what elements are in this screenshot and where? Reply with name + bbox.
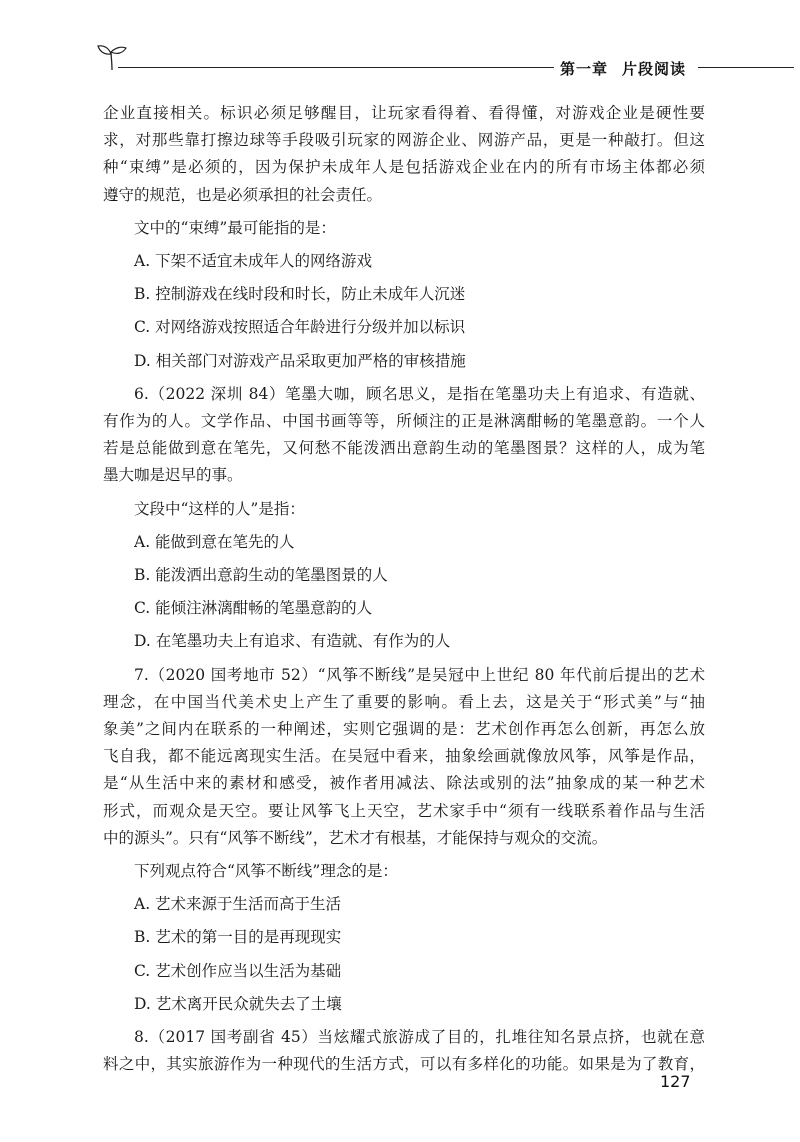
text-line: 7.（2020 国考地市 52）“风筝不断线”是吴冠中上世纪 80 年代前后提出的艺术 [134,665,705,684]
continued-passage [103,100,705,209]
text-line: 料之中，其实旅游作为一种现代的生活方式，可以有多样化的功能。如果是为了教育， [103,1055,705,1074]
text-line: 遵守的规范，也是必须承担的社会责任。 [103,185,383,204]
text-line: 种“束缚”是必须的，因为保护未成年人是包括游戏企业在内的所有市场主体都必须 [103,158,705,177]
text-line: 飞自我，都不能远离现实生活。在吴冠中看来，抽象绘画就像放风筝，风筝是作品， [103,747,705,766]
option-c: C. 艺术创作应当以生活为基础 [134,961,342,980]
section-label: 片段阅读 [622,60,687,78]
option-d: D. 艺术离开民众就失去了土壤 [134,994,342,1013]
page-body [103,100,705,1085]
text-line: 是“从生活中来的素材和感受，被作者用减法、除法或别的法”抽象成的某一种艺术 [103,774,705,793]
option-c: C. 对网络游戏按照适合年龄进行分级并加以标识 [134,318,466,337]
text-line: 求，对那些靠打擦边球等手段吸引玩家的网游企业、网游产品，更是一种敲打。但这 [103,131,705,150]
question-stem: 下列观点符合“风筝不断线”理念的是： [134,862,398,881]
text-line: 有作为的人。文学作品、中国书画等等，所倾注的正是淋漓酣畅的笔墨意韵。一个人 [103,412,705,431]
question-stem: 文段中“这样的人”是指： [134,499,305,518]
text-line: 企业直接相关。标识必须足够醒目，让玩家看得着、看得懂，对游戏企业是硬性要 [103,104,705,122]
text-line: 墨大咖是迟早的事。 [103,466,243,485]
text-line: 若是总能做到意在笔先，又何愁不能泼洒出意韵生动的笔墨图景？这样的人，成为笔 [103,439,705,458]
text-line: 6.（2022 深圳 84）笔墨大咖，顾名思义，是指在笔墨功夫上有追求、有造就、 [134,384,705,403]
option-a: A. 艺术来源于生活而高于生活 [134,895,342,914]
text-line: 中的源头”。只有“风筝不断线”，艺术才有根基，才能保持与观众的交流。 [103,828,608,847]
option-a: A. 下架不适宜未成年人的网络游戏 [134,252,373,271]
option-c: C. 能倾注淋漓酣畅的笔墨意韵的人 [134,599,373,618]
option-d: D. 在笔墨功夫上有追求、有造就、有作为的人 [134,632,451,651]
question-6-passage [103,381,705,490]
header-rule-left [118,67,554,68]
text-line: 8.（2017 国考副省 45）当炫耀式旅游成了目的，扎堆往知名景点挤，也就在意 [134,1028,705,1047]
question-8-passage [103,1024,705,1078]
text-line: 理念，在中国当代美术史上产生了重要的影响。看上去，这是关于“形式美”与“抽 [103,692,705,711]
page-number: 127 [660,1072,691,1091]
option-d: D. 相关部门对游戏产品采取更加严格的审核措施 [134,351,466,370]
chapter-title [560,58,686,79]
chapter-label: 第一章 [560,60,609,78]
text-line: 象美”之间内在联系的一种阐述，实则它强调的是：艺术创作再怎么创新，再怎么放 [103,720,705,739]
option-b: B. 控制游戏在线时段和时长，防止未成年人沉迷 [134,285,466,304]
text-line: 形式，而观众是天空。要让风筝飞上天空，艺术家手中“须有一线联系着作品与生活 [103,801,705,820]
question-7-passage [103,662,705,852]
option-a: A. 能做到意在笔先的人 [134,532,295,551]
running-header [0,30,800,90]
option-b: B. 艺术的第一目的是再现现实 [134,928,342,947]
header-rule-right [698,67,794,68]
question-stem: 文中的“束缚”最可能指的是： [134,218,336,237]
option-b: B. 能泼洒出意韵生动的笔墨图景的人 [134,566,388,585]
